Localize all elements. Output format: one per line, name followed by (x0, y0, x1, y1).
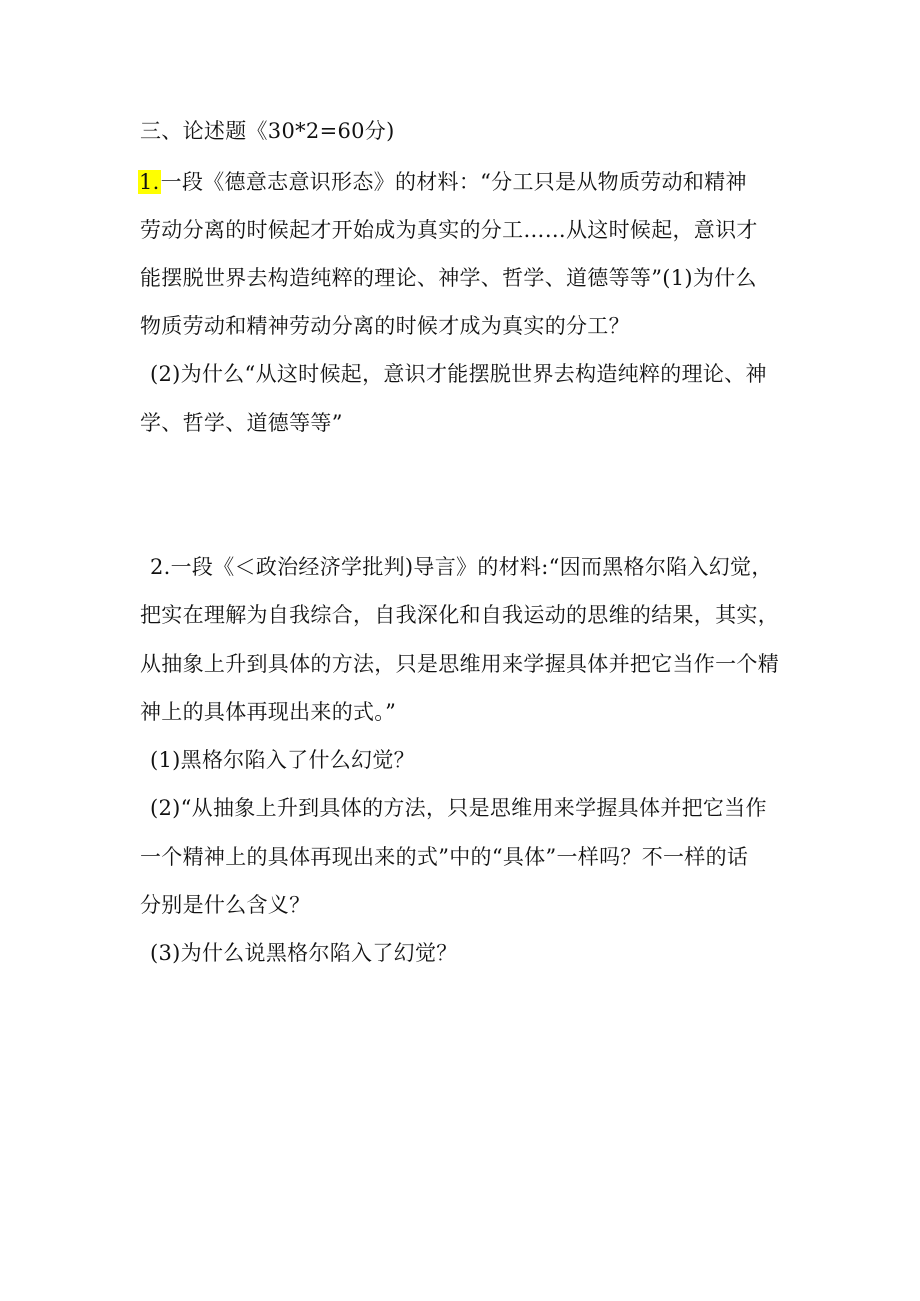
q1-line-1 (138, 167, 747, 197)
q2-subquestion-2: (2)“从抽象上升到具体的方法，只是思维用来学握具体并把它当作 (150, 796, 767, 820)
q2-line-7: 一个精神上的具体再现出来的式”中的“具体”一样吗？不一样的话 (140, 845, 749, 869)
q2-line-4: 神上的具体再现出来的式。” (140, 700, 397, 724)
q1-subquestion-2: (2)为什么“从这时候起，意识才能摆脱世界去构造纯粹的理论、神 (150, 362, 767, 386)
q2-line-1: 2.一段《＜政治经济学批判)导言》的材料:“因而黑格尔陷入幻觉， (150, 555, 773, 579)
q2-line-8: 分别是什么含义？ (140, 893, 311, 917)
q1-text: 一段《德意志意识形态》的材料：“分工只是从物质劳动和精神 (160, 170, 747, 194)
q2-subquestion-1: (1)黑格尔陷入了什么幻觉？ (150, 748, 415, 772)
q2-line-3: 从抽象上升到具体的方法，只是思维用来学握具体并把它当作一个精 (140, 652, 779, 676)
q1-line-4: 物质劳动和精神劳动分离的时候才成为真实的分工？ (140, 314, 630, 338)
q1-line-2: 劳动分离的时候起才开始成为真实的分工……从这时候起，意识才 (140, 218, 758, 242)
q1-line-3: 能摆脱世界去构造纯粹的理论、神学、哲学、道德等等”(1)为什么 (140, 266, 757, 290)
q1-number-highlight: 1. (139, 170, 160, 194)
q1-line-6: 学、哲学、道德等等” (140, 411, 343, 435)
q2-subquestion-3: (3)为什么说黑格尔陷入了幻觉？ (150, 941, 458, 965)
q2-line-2: 把实在理解为自我综合，自我深化和自我运动的思维的结果，其实， (140, 603, 779, 627)
section-heading: 三、论述题《30*2=60分) (140, 119, 395, 143)
